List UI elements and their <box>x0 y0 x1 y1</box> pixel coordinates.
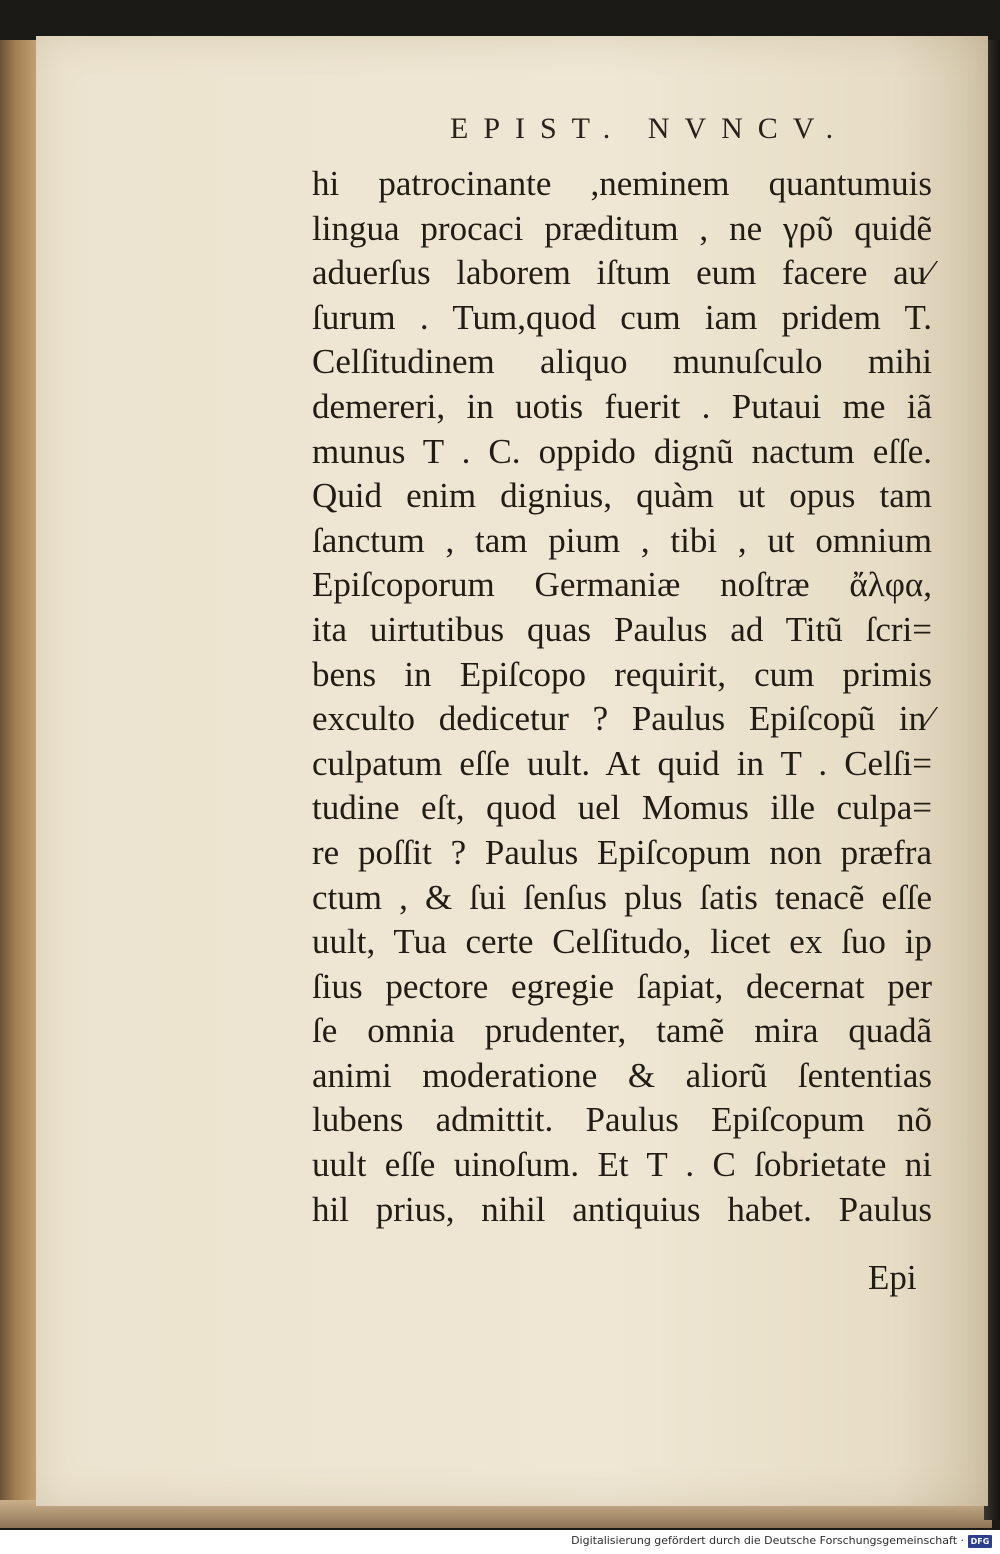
text-line: exculto dedicetur ? Paulus Epiſcopũ in⁄ <box>312 699 932 739</box>
text-line: animi moderatione & aliorũ ſententias <box>312 1055 932 1095</box>
text-line: re poſſit ? Paulus Epiſcopum non præfra <box>312 832 932 872</box>
text-line: ita uirtutibus quas Paulus ad Titũ ſcri= <box>312 609 932 649</box>
text-line: uult eſſe uinoſum. Et T . C ſobrietate ni <box>312 1145 932 1185</box>
text-line: ſius pectore egregie ſapiat, decernat per <box>312 966 932 1006</box>
text-line: Epiſcoporum Germaniæ noſtræ ἄλφα, <box>312 565 932 605</box>
text-line: tudine eſt, quod uel Momus ille culpa= <box>312 788 932 828</box>
text-line: bens in Epiſcopo requirit, cum primis <box>312 654 932 694</box>
text-line: hi patrocinante ,neminem quantumuis <box>312 164 932 203</box>
binding-board-left <box>0 40 40 1520</box>
text-line: ſurum . Tum,quod cum iam pridem T. <box>312 297 932 337</box>
text-line: hil prius, nihil antiquius habet. Paulus <box>312 1189 932 1229</box>
text-line: Celſitudinem aliquo munuſculo mihi <box>312 342 932 382</box>
funding-credit: Digitalisierung gefördert durch die Deutsche Forschungsgemeinschaft · <box>571 1534 964 1547</box>
text-line: culpatum eſſe uult. At quid in T . Celſi= <box>312 743 932 783</box>
text-line: munus T . C. oppido dignũ nactum eſſe. <box>312 431 932 471</box>
text-line: lingua procaci præditum , ne γρῦ quidẽ <box>312 208 932 248</box>
text-line: ſe omnia prudenter, tamẽ mira quadã <box>312 1011 932 1051</box>
text-line: uult, Tua certe Celſitudo, licet ex ſuo ip <box>312 922 932 962</box>
body-text <box>312 162 932 1232</box>
running-head: EPIST. NVNCV. <box>450 112 849 145</box>
text-line: Quid enim dignius, quàm ut opus tam <box>312 476 932 516</box>
text-line: ctum , & ſui ſenſus plus ſatis tenacẽ eſſe <box>312 877 932 917</box>
text-line: ſanctum , tam pium , tibi , ut omnium <box>312 520 932 560</box>
dfg-logo-icon: DFG <box>968 1535 992 1548</box>
catchword: Epi <box>868 1258 917 1297</box>
text-line: demereri, in uotis fuerit . Putaui me iã <box>312 386 932 426</box>
text-line: aduerſus laborem iſtum eum facere au⁄ <box>312 253 932 293</box>
text-line: lubens admittit. Paulus Epiſcopum nõ <box>312 1100 932 1140</box>
